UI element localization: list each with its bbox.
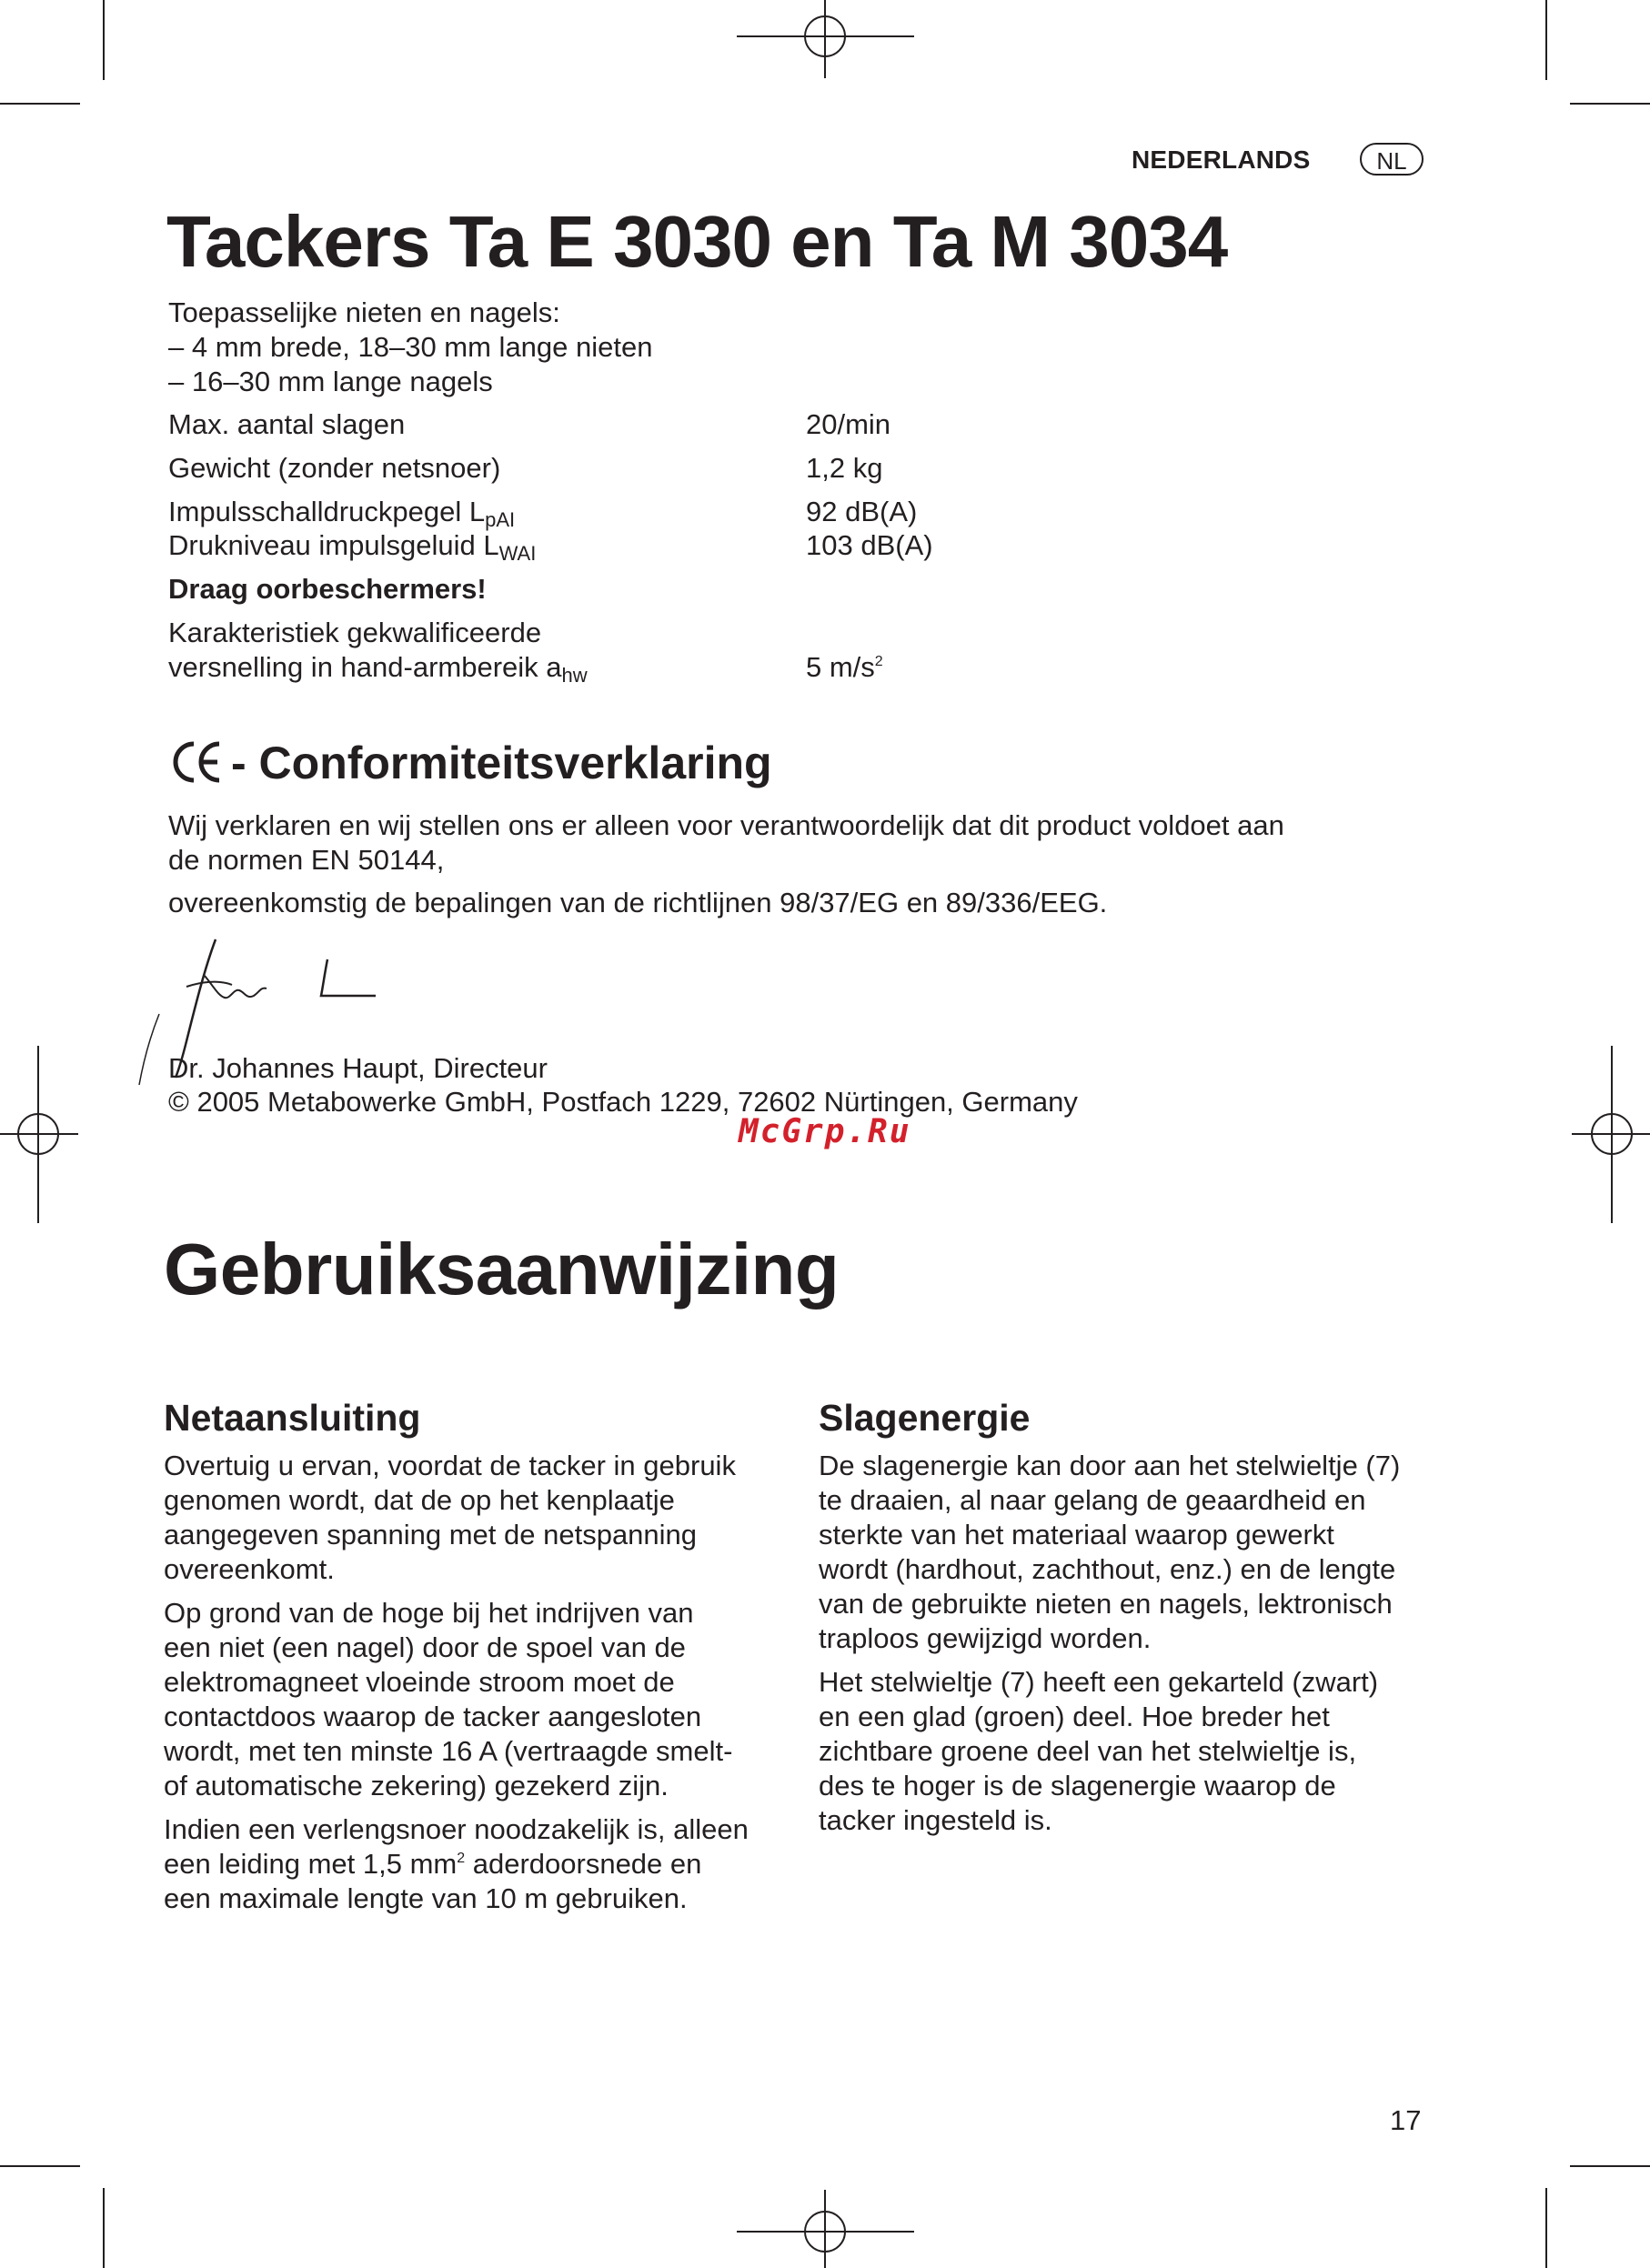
conformity-heading: - Conformiteitsverklaring — [231, 738, 772, 788]
registration-mark-left — [0, 1046, 78, 1223]
copyright: © 2005 Metabowerke GmbH, Postfach 1229, 72602 Nürtingen, Germany — [168, 1086, 1078, 1118]
spec-vibration-value — [806, 650, 883, 685]
crop-mark — [103, 2188, 105, 2268]
language-badge: NL — [1360, 143, 1424, 176]
spec-vibration-label — [168, 616, 588, 685]
paragraph-line: Op grond van de hoge bij het indrijven van — [164, 1597, 694, 1629]
paragraph-line: Het stelwieltje (7) heeft een gekarteld (zwart) — [819, 1666, 1379, 1698]
spec-weight-label: Gewicht (zonder netsnoer) — [168, 452, 501, 484]
paragraph-line: en een glad (groen) deel. Hoe breder het — [819, 1701, 1330, 1732]
paragraph — [164, 1812, 749, 1916]
registration-mark-right — [1572, 1046, 1650, 1223]
paragraph-line: aangegeven spanning met de netspanning — [164, 1519, 698, 1550]
spec-vibration-line: Karakteristiek gekwalificeerde — [168, 617, 542, 648]
paragraph-sup: 2 — [457, 1851, 466, 1866]
page-title: Tackers Ta E 3030 en Ta M 3034 — [166, 201, 1228, 282]
paragraph — [164, 1596, 749, 1803]
signatory: Dr. Johannes Haupt, Directeur — [168, 1052, 548, 1084]
crop-mark — [1570, 103, 1650, 105]
crop-mark — [103, 0, 105, 80]
paragraph-line: wordt, met ten minste 16 A (vertraagde smelt- — [164, 1735, 733, 1767]
spec-vibration-line — [168, 650, 588, 685]
paragraph-line: sterkte van het materiaal waarop gewerkt — [819, 1519, 1334, 1550]
language-label: NEDERLANDS — [1132, 146, 1311, 174]
spec-sound-pressure-value: 92 dB(A) — [806, 496, 918, 527]
paragraph-line: overeenkomt. — [164, 1553, 335, 1585]
manual-title: Gebruiksaanwijzing — [164, 1229, 840, 1310]
right-column — [819, 1397, 1400, 1838]
watermark: McGrp.Ru — [739, 1113, 911, 1150]
spec-sound-pressure-text: Impulsschalldruckpegel L — [168, 496, 486, 527]
paragraph-line: van de gebruikte nieten en nagels, lektronisch — [819, 1588, 1393, 1620]
spec-sound-power-label — [168, 528, 536, 563]
ear-protection-warning: Draag oorbeschermers! — [168, 573, 487, 605]
section-heading-netaansluiting: Netaansluiting — [164, 1397, 421, 1439]
conformity-line: de normen EN 50144, — [168, 844, 445, 876]
crop-mark — [0, 2165, 80, 2167]
paragraph-line: te draaien, al naar gelang de geaardheid en — [819, 1484, 1366, 1516]
paragraph — [164, 1449, 749, 1587]
paragraph-line: De slagenergie kan door aan het stelwieltje (7) — [819, 1450, 1401, 1481]
spec-vibration-sub: hw — [561, 664, 588, 687]
paragraph-line: Overtuig u ervan, voordat de tacker in gebruik — [164, 1450, 736, 1481]
paragraph-line: wordt (hardhout, zachthout, enz.) en de lengte — [819, 1553, 1396, 1585]
paragraph-line: een niet (een nagel) door de spoel van de — [164, 1631, 686, 1663]
spec-intro-line: Toepasselijke nieten en nagels: — [168, 296, 560, 328]
spec-intro — [168, 296, 652, 399]
conformity-paragraph — [168, 808, 1284, 878]
left-column — [164, 1397, 749, 1916]
spec-vibration-sup: 2 — [874, 654, 883, 669]
page-number: 17 — [1390, 2104, 1422, 2136]
paragraph-line: tacker ingesteld is. — [819, 1804, 1052, 1836]
paragraph-line: of automatische zekering) gezekerd zijn. — [164, 1770, 669, 1801]
spec-vibration-text: versnelling in hand-armbereik a — [168, 651, 562, 683]
paragraph-line: aderdoorsnede en — [465, 1848, 702, 1880]
conformity-line: Wij verklaren en wij stellen ons er alleen voor verantwoordelijk dat dit product voldoet aan — [168, 809, 1284, 841]
section-heading-slagenergie: Slagenergie — [819, 1397, 1031, 1439]
paragraph — [819, 1449, 1400, 1656]
spec-sound-power-sub: WAI — [498, 542, 537, 565]
spec-strokes-label: Max. aantal slagen — [168, 408, 406, 440]
spec-strokes-value: 20/min — [806, 408, 891, 440]
paragraph-line: elektromagneet vloeinde stroom moet de — [164, 1666, 675, 1698]
ce-mark-icon — [170, 738, 225, 786]
crop-mark — [1545, 0, 1547, 80]
spec-sound-pressure-label — [168, 495, 515, 529]
spec-intro-line: – 16–30 mm lange nagels — [168, 366, 493, 397]
paragraph-line: des te hoger is de slagenergie waarop de — [819, 1770, 1336, 1801]
paragraph-line: een maximale lengte van 10 m gebruiken. — [164, 1882, 688, 1914]
spec-intro-line: – 4 mm brede, 18–30 mm lange nieten — [168, 331, 653, 363]
paragraph-line: Indien een verlengsnoer noodzakelijk is, alleen — [164, 1813, 749, 1845]
crop-mark — [1545, 2188, 1547, 2268]
spec-sound-pressure-sub: pAI — [485, 508, 516, 531]
registration-mark-top — [737, 0, 914, 78]
conformity-directives: overeenkomstig de bepalingen van de richtlijnen 98/37/EG en 89/336/EEG. — [168, 887, 1108, 918]
paragraph — [819, 1665, 1400, 1838]
crop-mark — [0, 103, 80, 105]
paragraph-line: genomen wordt, dat de op het kenplaatje — [164, 1484, 675, 1516]
spec-sound-power-text: Drukniveau impulsgeluid L — [168, 529, 499, 561]
paragraph-line: een leiding met 1,5 mm — [164, 1848, 458, 1880]
registration-mark-bottom — [737, 2190, 914, 2268]
spec-vibration-value-text: 5 m/s — [806, 651, 875, 683]
paragraph-line: contactdoos waarop de tacker aangesloten — [164, 1701, 702, 1732]
crop-mark — [1570, 2165, 1650, 2167]
spec-sound-power-value: 103 dB(A) — [806, 529, 933, 561]
spec-weight-value: 1,2 kg — [806, 452, 883, 484]
paragraph-line: zichtbare groene deel van het stelwieltje is, — [819, 1735, 1357, 1767]
paragraph-line: traploos gewijzigd worden. — [819, 1622, 1152, 1654]
